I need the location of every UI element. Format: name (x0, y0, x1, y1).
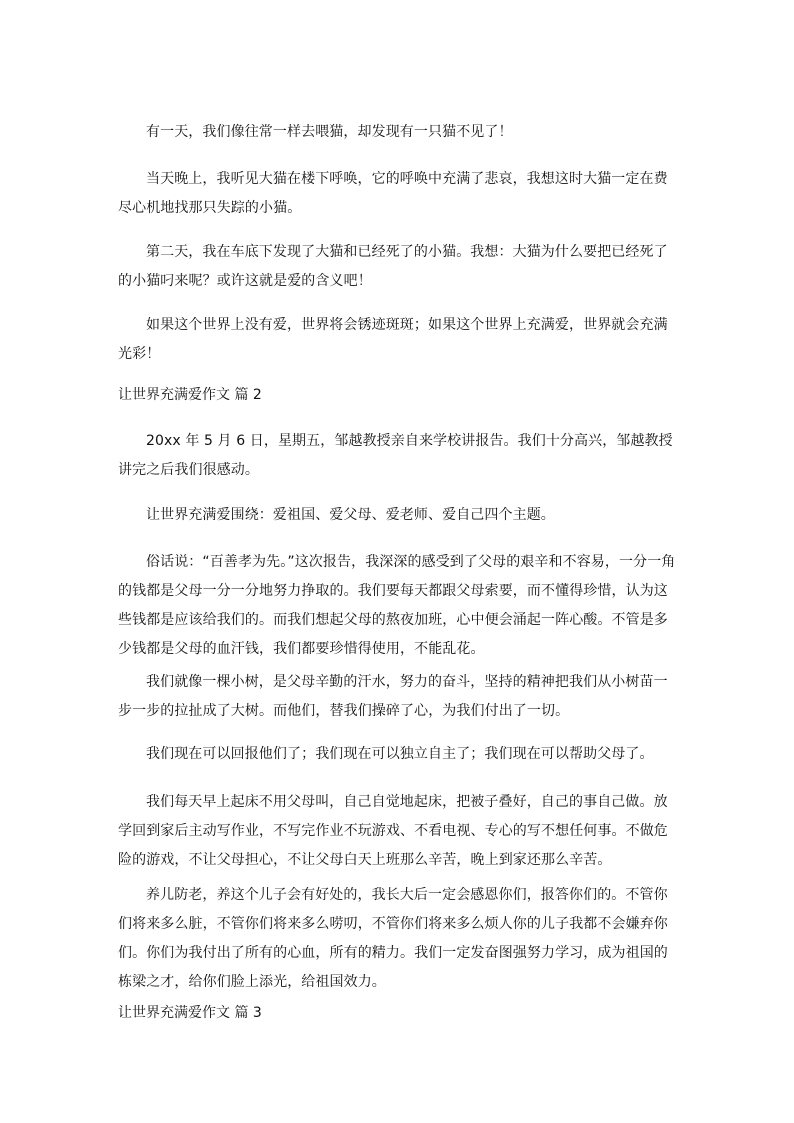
paragraph: 如果这个世界上没有爱，世界将会锈迹斑斑；如果这个世界上充满爱，世界就会充满光彩！ (118, 317, 668, 362)
paragraph: 让世界充满爱围绕：爱祖国、爱父母、爱老师、爱自己四个主题。 (146, 507, 555, 523)
paragraph: 我们现在可以回报他们了；我们现在可以独立自主了；我们现在可以帮助父母了。 (146, 746, 654, 762)
paragraph: 俗话说：“百善孝为先。”这次报告，我深深的感受到了父母的艰辛和不容易，一分一角的钱都是父母一分一分地努力挣取的。我们要每天都跟父母索要，而不懂得珍惜，认为这些钱都是应该给我们的。而我们想起父母的熬夜加班，心中便会涌起一阵心酸。不管是多少钱都是父母的血汗钱，我们都要珍惜得使用，不能乱花。 (118, 554, 676, 657)
paragraph: 当天晚上，我听见大猫在楼下呼唤，它的呼唤中充满了悲哀，我想这时大猫一定在费尽心机地找那只失踪的小猫。 (118, 171, 668, 216)
paragraph: 20xx 年 5 月 6 日，星期五，邹越教授亲自来学校讲报告。我们十分高兴，邹越教授讲完之后我们很感动。 (118, 433, 673, 478)
paragraph: 第二天，我在车底下发现了大猫和已经死了的小猫。我想：大猫为什么要把已经死了的小猫叼来呢？或许这就是爱的含义吧！ (118, 244, 668, 289)
paragraph: 养儿防老，养这个儿子会有好处的，我长大后一定会感恩你们，报答你们的。不管你们将来多么脏，不管你们将来多么唠叨，不管你们将来多么烦人你的儿子我都不会嫌弃你们。你们为我付出了所有的心血，所有的精力。我们一定发奋图强努力学习，成为祖国的栋梁之才，给你们脸上添光，给祖国效力。 (118, 887, 668, 990)
section-heading: 让世界充满爱作文 篇 3 (118, 1005, 262, 1021)
paragraph: 我们每天早上起床不用父母叫，自己自觉地起床，把被子叠好，自己的事自己做。放学回到家后主动写作业，不写完作业不玩游戏、不看电视、专心的写不想任何事。不做危险的游戏，不让父母担心，不让父母白天上班那么辛苦，晚上到家还那么辛苦。 (118, 794, 668, 868)
paragraph: 我们就像一棵小树，是父母辛勤的汗水，努力的奋斗，坚持的精神把我们从小树苗一步一步的拉扯成了大树。而他们，替我们操碎了心，为我们付出了一切。 (118, 674, 668, 719)
paragraph: 有一天，我们像往常一样去喂猫，却发现有一只猫不见了！ (146, 124, 513, 140)
section-heading: 让世界充满爱作文 篇 2 (118, 387, 262, 403)
